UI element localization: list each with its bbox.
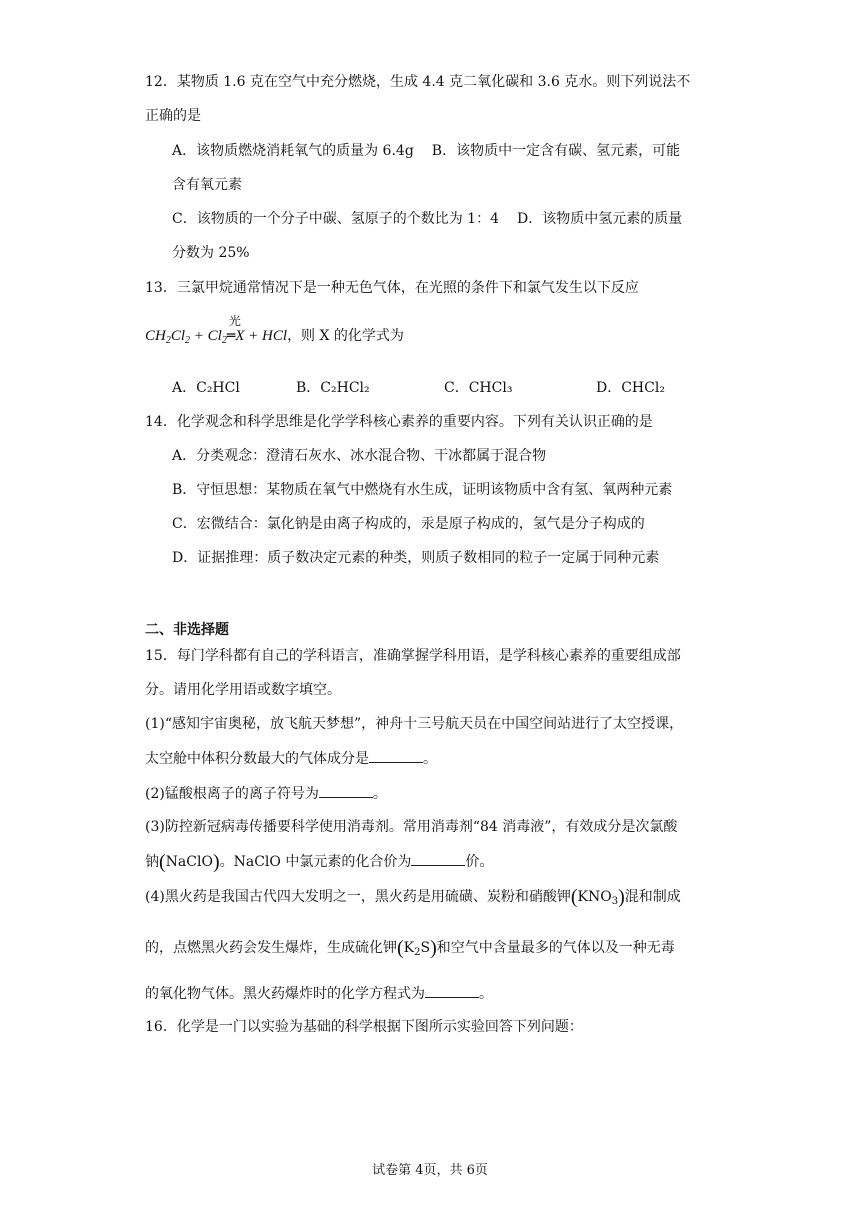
answer-blank-2[interactable]	[319, 783, 373, 798]
q15-part4-prefix: (4)黑火药是我国古代四大发明之一，黑火药是用硫磺、炭粉和硝酸钾	[145, 889, 571, 905]
q14-option-d: D．证据推理：质子数决定元素的种类，则质子数相同的粒子一定属于同种元素	[172, 550, 660, 566]
q15-part2-end: 。	[372, 786, 387, 802]
formula-k2s-k: K	[403, 940, 415, 956]
q15-part4-line1	[145, 887, 681, 907]
q14-option-c: C．宏微结合：氯化钠是由离子构成的，汞是原子构成的，氢气是分子构成的	[172, 516, 645, 532]
q15-part4-line2-end: 和空气中含量最多的气体以及一种无毒	[436, 940, 675, 956]
formula-naclo: NaClO	[165, 854, 213, 870]
q15-part2-text: (2)锰酸根离子的离子符号为	[145, 786, 319, 802]
q13-option-b: B．C₂HCl₂	[296, 380, 370, 396]
q13-option-d: D．CHCl₂	[596, 380, 665, 396]
q13-option-c: C．CHCl₃	[444, 380, 513, 396]
q13-equation	[145, 314, 404, 346]
q15-stem-line2: 分。请用化学用语或数字填空。	[145, 682, 341, 698]
q12-option-c: C．该物质的一个分子中碳、氢原子的个数比为 1：4	[172, 211, 499, 227]
q16-stem: 16．化学是一门以实验为基础的科学根据下图所示实验回答下列问题：	[145, 1019, 583, 1035]
close-paren-glyph: )	[212, 851, 220, 873]
q12-option-d-cont: 分数为 25%	[172, 245, 250, 261]
q15-part4-line3	[145, 983, 493, 1004]
q15-part4-line3-end: 。	[479, 986, 493, 1002]
q15-part3-end: 价。	[465, 854, 494, 870]
page-footer: 试卷第 4页，共 6页	[372, 1163, 488, 1178]
close-paren-glyph: )	[430, 937, 437, 959]
q14-option-b: B．守恒思想：某物质在氧气中燃烧有水生成，证明该物质中含有氢、氧两种元素	[172, 482, 673, 498]
q15-part3-mid: 。NaClO 中氯元素的化合价为	[219, 854, 412, 870]
q15-part3-line2	[145, 851, 493, 872]
q13-products: X + HCl	[235, 328, 288, 344]
q12-stem-line2: 正确的是	[145, 108, 201, 124]
q13-reactant-ch2cl2: $CH_2Cl_2 + Cl_2$	[145, 328, 227, 346]
q15-part1-end: 。	[423, 751, 437, 767]
open-paren-glyph: (	[397, 937, 404, 959]
open-paren-glyph: (	[570, 886, 578, 908]
close-paren-glyph: )	[618, 886, 625, 908]
q13-eq-suffix: ，则 X 的化学式为	[287, 328, 404, 344]
q15-part2	[145, 783, 387, 804]
q13-light-condition: 光	[228, 314, 241, 328]
formula-kno3: KNO	[577, 889, 612, 905]
q15-part4-line2	[145, 938, 675, 958]
answer-blank-4[interactable]	[425, 983, 479, 998]
q15-part1-line1: (1)“感知宇宙奥秘，放飞航天梦想”，神舟十三号航天员在中国空间站进行了太空授课，	[145, 716, 684, 732]
q13-reaction-arrow: 光 ═	[227, 326, 235, 346]
q14-option-a: A．分类观念：澄清石灰水、冰水混合物、干冰都属于混合物	[172, 448, 547, 464]
q12-option-a: A．该物质燃烧消耗氧气的质量为 6.4g	[172, 143, 414, 159]
q14-stem: 14．化学观念和科学思维是化学学科核心素养的重要内容。下列有关认识正确的是	[145, 414, 653, 430]
q12-option-d: D．该物质中氢元素的质量	[516, 211, 683, 227]
q13-option-a: A．C₂HCl	[172, 380, 240, 396]
q12-stem-line1: 12．某物质 1.6 克在空气中充分燃烧，生成 4.4 克二氧化碳和 3.6 克水。则下列说法不	[145, 74, 691, 90]
q15-part4-line3-text: 的氧化物气体。黑火药爆炸时的化学方程式为	[145, 986, 425, 1002]
q12-option-b: B．该物质中一定含有碳、氢元素，可能	[431, 143, 681, 159]
q12-option-row2	[172, 209, 682, 229]
formula-k2s-subscript: 2	[414, 947, 421, 958]
q15-part4-line1-end: 混和制成	[624, 889, 681, 905]
open-paren-glyph: (	[159, 851, 166, 873]
formula-k2s-s: S	[420, 940, 431, 956]
q15-part1-text: 太空舱中体积分数最大的气体成分是	[145, 751, 369, 767]
q12-option-b-cont: 含有氧元素	[172, 177, 242, 193]
formula-kno3-subscript: 3	[611, 896, 619, 907]
section-heading: 二、非选择题	[145, 622, 229, 638]
q15-stem-line1: 15．每门学科都有自己的学科语言，准确掌握学科用语，是学科核心素养的重要组成部	[145, 648, 681, 664]
q15-part4-line2-prefix: 的，点燃黑火药会发生爆炸，生成硫化钾	[145, 940, 397, 956]
q13-stem: 13．三氯甲烷通常情况下是一种无色气体，在光照的条件下和氯气发生以下反应	[145, 280, 639, 296]
answer-blank-3[interactable]	[411, 851, 465, 866]
q15-part1-line2	[145, 748, 437, 769]
answer-blank-1[interactable]	[369, 748, 423, 763]
q15-part3-prefix: 钠	[145, 854, 159, 870]
q12-option-row1	[172, 141, 680, 161]
q15-part3-line1: (3)防控新冠病毒传播要科学使用消毒剂。常用消毒剂“84 消毒液”，有效成分是次氯酸	[145, 819, 678, 835]
